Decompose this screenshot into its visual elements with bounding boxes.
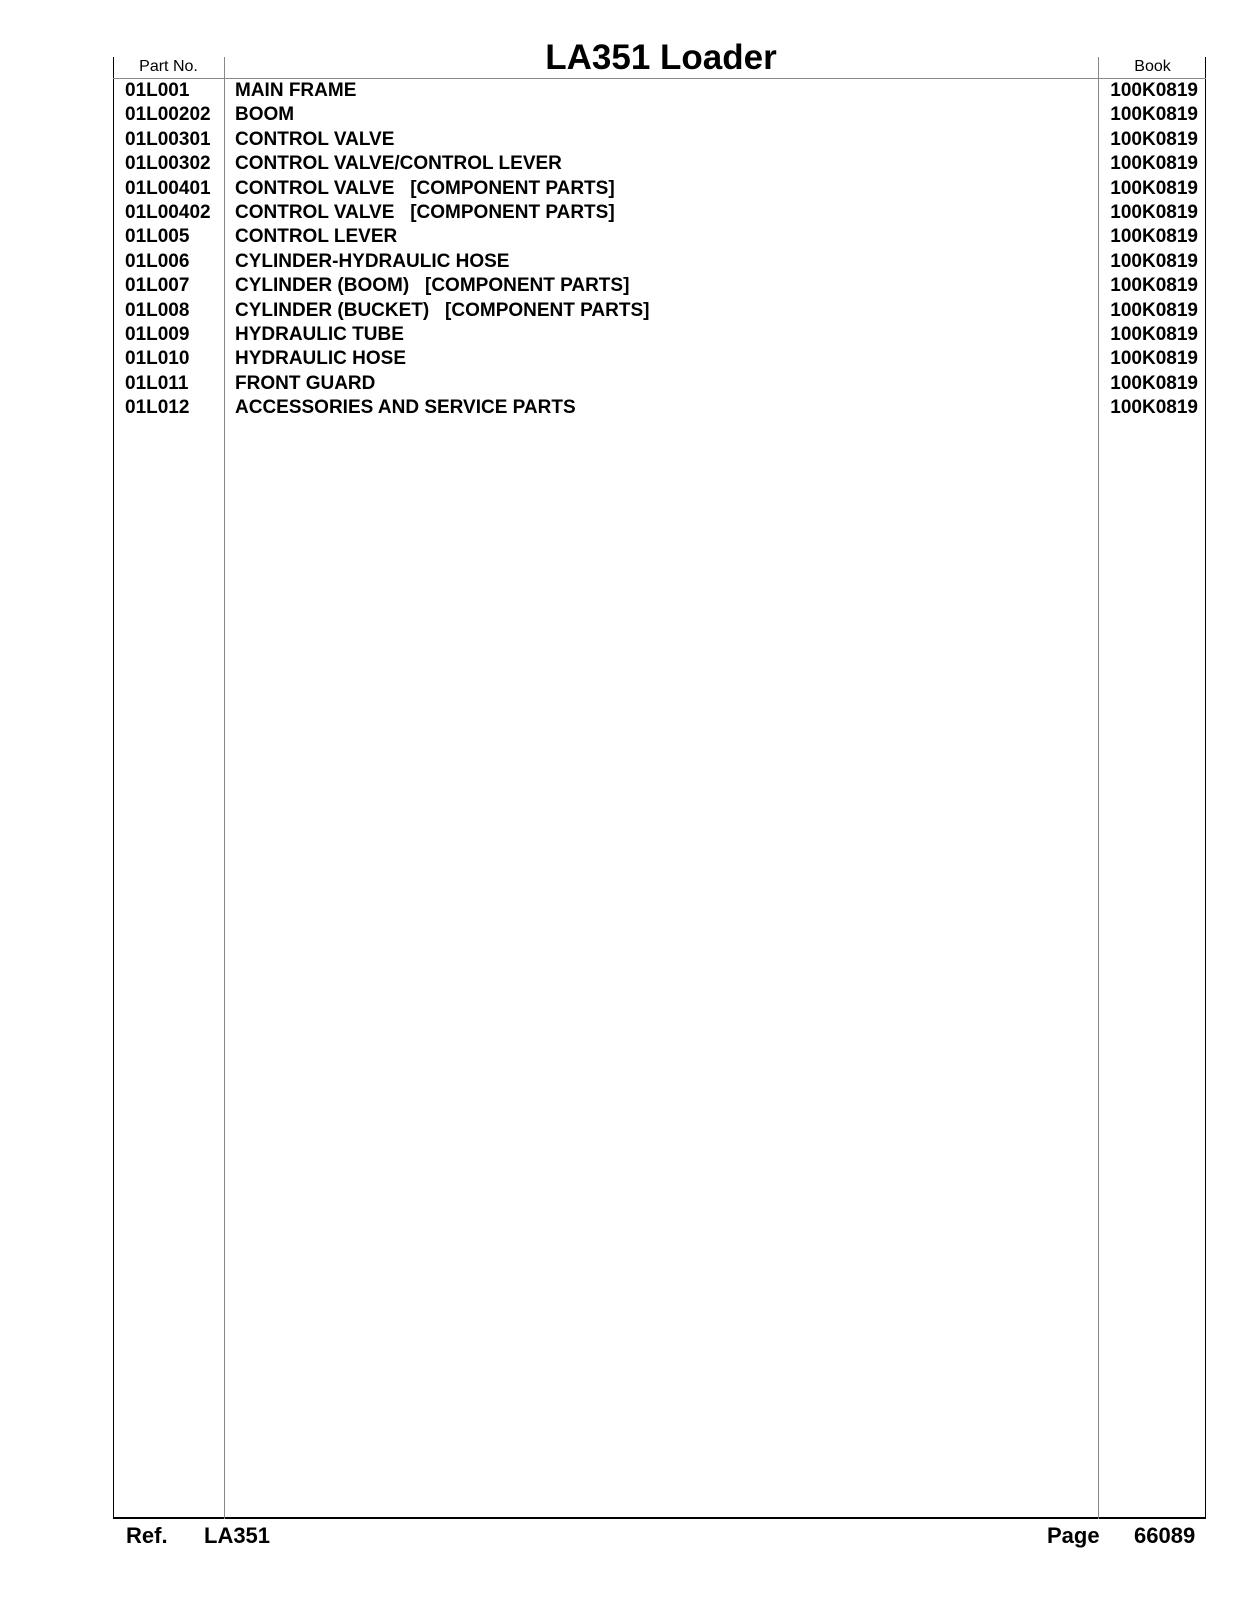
part-number-cell: 01L001	[125, 80, 190, 101]
description-cell: CONTROL VALVE [COMPONENT PARTS]	[235, 201, 615, 223]
part-number-cell: 01L00202	[125, 104, 211, 126]
page-number: 66089	[1134, 1523, 1196, 1548]
description-cell: FRONT GUARD	[235, 372, 376, 394]
table-row	[113, 347, 1206, 371]
table-row	[113, 128, 1206, 152]
table-row	[113, 152, 1206, 176]
table-row	[113, 372, 1206, 396]
part-number-cell: 01L007	[125, 275, 190, 297]
table-row	[113, 323, 1206, 347]
description-cell: CONTROL LEVER	[235, 226, 398, 248]
book-cell: 100K0819	[1110, 226, 1198, 248]
description-cell: CYLINDER (BOOM) [COMPONENT PARTS]	[235, 275, 630, 297]
part-number-cell: 01L008	[125, 299, 190, 321]
part-number-cell: 01L005	[125, 226, 190, 248]
description-cell: CONTROL VALVE [COMPONENT PARTS]	[235, 177, 615, 199]
description-cell: HYDRAULIC HOSE	[235, 348, 407, 370]
description-cell: MAIN FRAME	[235, 80, 357, 101]
part-no-header: Part No.	[139, 58, 198, 75]
book-cell: 100K0819	[1110, 299, 1198, 321]
page-title: LA351 Loader	[545, 38, 777, 77]
table-row	[113, 177, 1206, 201]
part-number-cell: 01L00401	[125, 177, 211, 199]
ref-value: LA351	[204, 1523, 271, 1548]
book-cell: 100K0819	[1110, 153, 1198, 175]
book-cell: 100K0819	[1110, 177, 1198, 199]
description-cell: BOOM	[235, 104, 295, 126]
description-cell: ACCESSORIES AND SERVICE PARTS	[235, 397, 576, 419]
description-cell: CONTROL VALVE	[235, 128, 395, 150]
book-cell: 100K0819	[1110, 397, 1198, 419]
table-row	[113, 225, 1206, 249]
part-number-cell: 01L006	[125, 250, 190, 272]
part-number-cell: 01L012	[125, 397, 190, 419]
book-cell: 100K0819	[1110, 80, 1198, 101]
book-cell: 100K0819	[1110, 104, 1198, 126]
page-label: Page	[1047, 1523, 1100, 1548]
table-row	[113, 396, 1206, 420]
book-cell: 100K0819	[1110, 250, 1198, 272]
part-number-cell: 01L011	[125, 372, 189, 394]
book-header: Book	[1134, 58, 1171, 75]
book-cell: 100K0819	[1110, 348, 1198, 370]
book-cell: 100K0819	[1110, 275, 1198, 297]
table-row	[113, 299, 1206, 323]
book-cell: 100K0819	[1110, 372, 1198, 394]
ref-label: Ref.	[126, 1523, 168, 1548]
table-row	[113, 103, 1206, 127]
table-row	[113, 250, 1206, 274]
description-cell: CYLINDER (BUCKET) [COMPONENT PARTS]	[235, 299, 650, 321]
parts-list	[113, 79, 1206, 420]
table-row	[113, 201, 1206, 225]
table-row	[113, 79, 1206, 103]
part-number-cell: 01L010	[125, 348, 190, 370]
description-cell: CONTROL VALVE/CONTROL LEVER	[235, 153, 562, 175]
part-number-cell: 01L009	[125, 323, 190, 345]
part-number-cell: 01L00402	[125, 201, 211, 223]
part-number-cell: 01L00301	[125, 128, 211, 150]
book-cell: 100K0819	[1110, 323, 1198, 345]
book-cell: 100K0819	[1110, 128, 1198, 150]
part-number-cell: 01L00302	[125, 153, 211, 175]
description-cell: HYDRAULIC TUBE	[235, 323, 404, 345]
description-cell: CYLINDER-HYDRAULIC HOSE	[235, 250, 510, 272]
table-row	[113, 274, 1206, 298]
book-cell: 100K0819	[1110, 201, 1198, 223]
